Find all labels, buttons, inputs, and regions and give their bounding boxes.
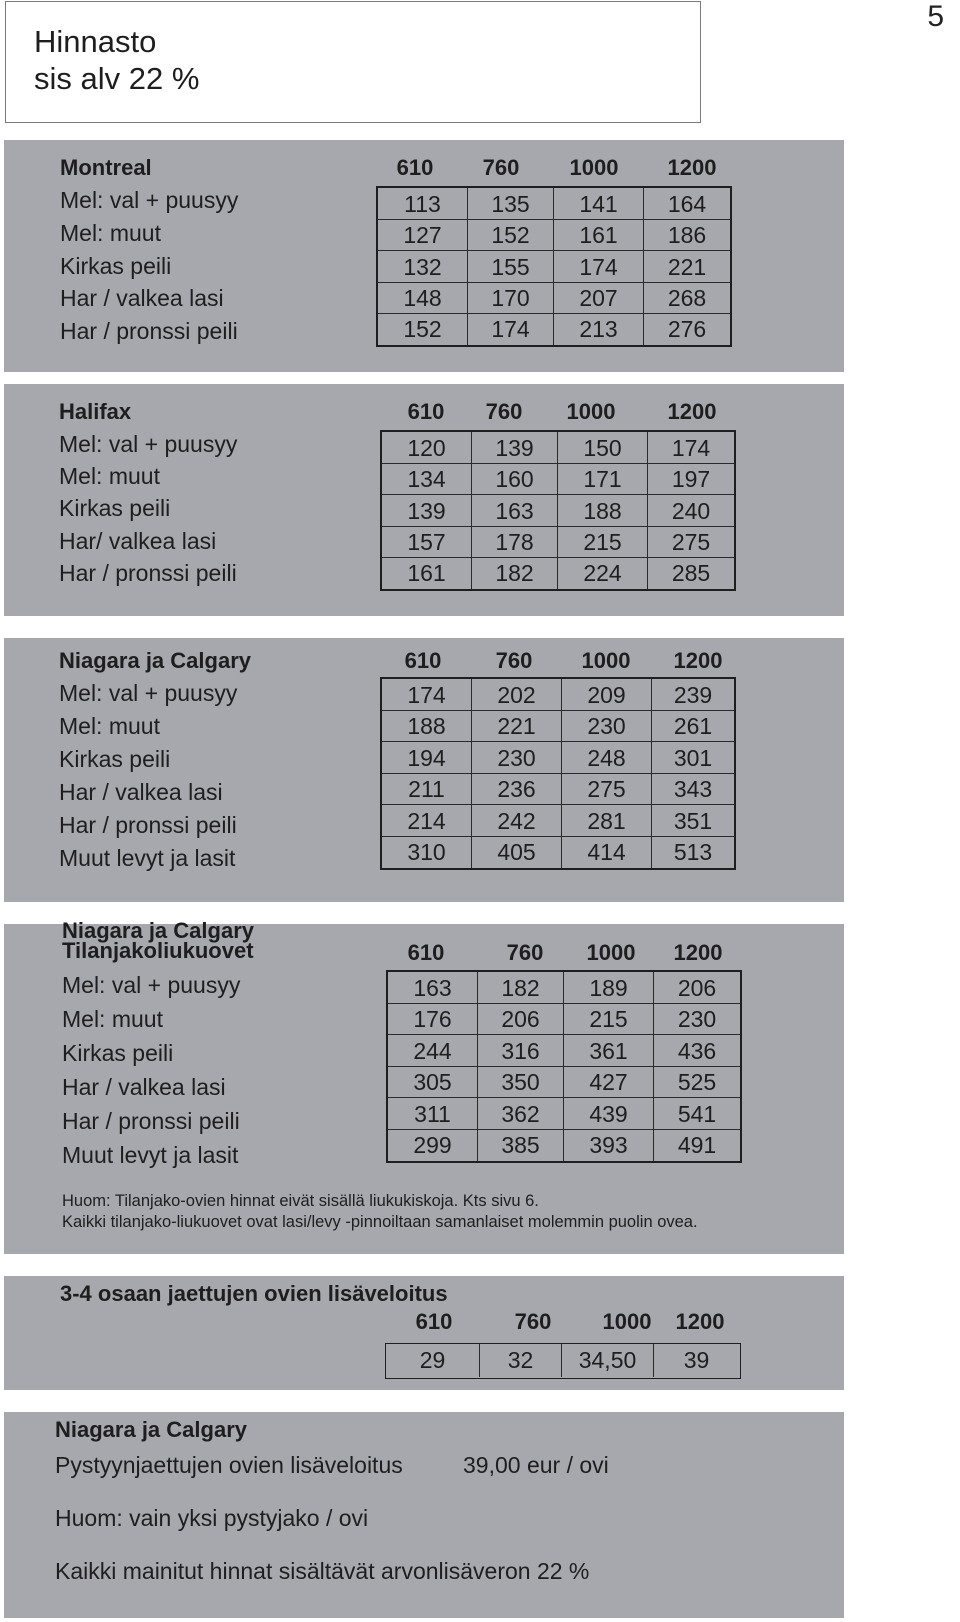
section-niagara-calgary [4,638,844,902]
row-label: Har / pronssi peili [60,318,238,344]
price-cell: 127 [378,220,468,251]
price-cell: 32 [480,1344,562,1377]
col-header-760: 760 [514,1309,552,1334]
row-label: Har / valkea lasi [59,779,223,805]
row-label: Mel: muut [59,713,160,739]
note-line: Huom: vain yksi pystyjako / ovi [55,1505,369,1531]
price-cell: 350 [478,1067,564,1098]
col-header-610: 610 [415,1309,453,1334]
page-number: 5 [927,0,944,33]
price-cell: 139 [382,495,472,527]
price-cell: 139 [472,432,558,464]
price-cell: 436 [654,1035,740,1067]
section-montreal [4,140,844,372]
price-cell: 152 [468,220,554,251]
price-cell: 213 [554,314,644,345]
col-header-1200: 1200 [667,399,717,424]
price-cell: 281 [562,805,652,837]
price-cell: 310 [382,837,472,868]
price-cell: 361 [564,1035,654,1067]
price-cell: 301 [652,742,734,774]
section-title: Niagara ja Calgary [55,1417,247,1442]
price-cell: 120 [382,432,472,464]
price-cell: 157 [382,527,472,558]
row-label: Har / pronssi peili [59,812,237,838]
charge-label: Pystyynjaettujen ovien lisäveloitus [55,1452,403,1478]
row-label: Har / pronssi peili [62,1108,240,1134]
row-label: Har / pronssi peili [59,560,237,586]
price-cell: 163 [388,972,478,1004]
price-cell: 134 [382,464,472,495]
price-cell: 439 [564,1098,654,1130]
row-label: Kirkas peili [60,253,172,279]
row-label: Mel: muut [60,220,161,246]
row-label: Mel: val + puusyy [60,187,239,213]
price-cell: 189 [564,972,654,1004]
price-cell: 197 [648,464,734,495]
col-header-760: 760 [506,940,544,965]
price-cell: 182 [478,972,564,1004]
price-cell: 135 [468,188,554,220]
row-label: Har/ valkea lasi [59,528,217,554]
col-header-760: 760 [482,155,520,180]
price-cell: 275 [562,774,652,805]
col-header-1200: 1200 [675,1309,725,1334]
price-cell: 161 [554,220,644,251]
price-cell: 209 [562,679,652,711]
charge-value: 39,00 eur / ovi [463,1452,609,1478]
price-cell: 113 [378,188,468,220]
title-line-1: Hinnasto [34,24,157,59]
col-header-760: 760 [485,399,523,424]
price-cell: 224 [558,558,648,589]
col-header-610: 610 [407,399,445,424]
price-cell: 248 [562,742,652,774]
price-cell: 525 [654,1067,740,1098]
section-title: 3-4 osaan jaettujen ovien lisäveloitus [60,1281,448,1306]
row-label: Mel: muut [62,1006,163,1032]
row-label: Mel: val + puusyy [59,680,238,706]
price-cell: 268 [644,283,730,314]
price-cell: 316 [478,1035,564,1067]
price-cell: 170 [468,283,554,314]
row-label: Mel: val + puusyy [59,431,238,457]
row-label: Har / valkea lasi [60,285,224,311]
section-title: Halifax [59,399,132,424]
price-cell: 171 [558,464,648,495]
price-cell: 491 [677,1132,717,1158]
price-cell: 206 [654,972,740,1004]
row-label: Kirkas peili [59,746,171,772]
price-cell: 174 [648,432,734,464]
price-cell: 206 [478,1004,564,1035]
price-cell: 405 [472,837,562,868]
price-cell: 343 [652,774,734,805]
price-cell: 385 [478,1130,564,1161]
price-cell: 230 [472,742,562,774]
section-title: Niagara ja Calgary [59,648,251,673]
price-cell: 160 [472,464,558,495]
surcharge-table [385,1343,741,1379]
price-cell: 141 [554,188,644,220]
price-cell: 202 [472,679,562,711]
price-cell: 29 [386,1344,480,1377]
price-cell: 351 [652,805,734,837]
col-header-1200: 1200 [673,648,723,673]
price-cell: 188 [382,711,472,742]
price-cell: 150 [558,432,648,464]
section-title: Niagara ja Calgary [62,918,254,943]
row-label: Mel: val + puusyy [62,972,241,998]
price-cell: 230 [654,1004,740,1035]
col-header-610: 610 [396,155,434,180]
price-cell: 240 [648,495,734,527]
price-cell: 215 [558,527,648,558]
row-label: Har / valkea lasi [62,1074,226,1100]
price-cell: 207 [554,283,644,314]
col-header-1200: 1200 [673,940,723,965]
note-line: Kaikki tilanjako-liukuovet ovat lasi/levy -pinnoiltaan samanlaiset molemmin puolin ovea. [62,1213,698,1231]
section-split-door-surcharge [4,1276,844,1390]
price-table [380,430,736,591]
col-header-610: 610 [404,648,442,673]
price-cell: 239 [652,679,734,711]
col-header-1200: 1200 [667,155,717,180]
price-cell: 215 [564,1004,654,1035]
row-label: Kirkas peili [62,1040,174,1066]
price-cell: 427 [564,1067,654,1098]
price-cell: 176 [388,1004,478,1035]
price-cell: 148 [378,283,468,314]
col-header-1000: 1000 [581,648,631,673]
price-cell: 174 [554,251,644,283]
price-cell: 414 [562,837,652,868]
price-cell: 362 [478,1098,564,1130]
price-cell: 164 [644,188,730,220]
price-cell: 393 [564,1130,654,1161]
price-cell: 541 [654,1098,740,1130]
price-cell: 174 [382,679,472,711]
price-cell: 186 [644,220,730,251]
price-cell: 305 [388,1067,478,1098]
price-cell: 188 [558,495,648,527]
price-cell: 182 [472,558,558,589]
price-cell: 161 [382,558,472,589]
price-cell: 34,50 [562,1344,654,1377]
col-header-1000: 1000 [602,1309,652,1334]
price-cell: 39 [683,1347,710,1373]
price-cell: 174 [468,314,554,345]
col-header-1000: 1000 [569,155,619,180]
price-cell: 244 [388,1035,478,1067]
price-cell: 275 [648,527,734,558]
price-cell: 211 [382,774,472,805]
section-sliding-doors [4,918,844,1254]
price-cell: 152 [378,314,468,345]
price-cell: 132 [378,251,468,283]
price-cell: 214 [382,805,472,837]
section-halifax [4,384,844,616]
price-cell: 236 [472,774,562,805]
col-header-1000: 1000 [586,940,636,965]
price-cell: 194 [382,742,472,774]
row-label: Kirkas peili [59,495,171,521]
price-table [376,186,732,347]
price-cell: 155 [468,251,554,283]
row-label: Muut levyt ja lasit [59,845,236,871]
price-cell: 285 [671,560,711,586]
price-cell: 230 [562,711,652,742]
section-subtitle: Tilanjakoliukuovet [62,938,254,963]
section-vertical-split [4,1412,844,1618]
price-cell: 221 [472,711,562,742]
price-cell: 276 [667,316,707,342]
title-box [5,1,701,123]
title-line-2: sis alv 22 % [34,61,200,96]
price-cell: 242 [472,805,562,837]
price-table [380,677,736,870]
price-table [386,970,742,1163]
col-header-760: 760 [495,648,533,673]
price-cell: 311 [388,1098,478,1130]
note-line: Huom: Tilanjako-ovien hinnat eivät sisällä liukukiskoja. Kts sivu 6. [62,1192,539,1210]
note-line: Kaikki mainitut hinnat sisältävät arvonlisäveron 22 % [55,1558,590,1584]
price-cell: 261 [652,711,734,742]
col-header-1000: 1000 [566,399,616,424]
price-cell: 178 [472,527,558,558]
price-cell: 513 [673,839,713,865]
row-label: Muut levyt ja lasit [62,1142,239,1168]
price-cell: 221 [644,251,730,283]
section-title: Montreal [60,155,152,180]
price-cell: 163 [472,495,558,527]
col-header-610: 610 [407,940,445,965]
price-cell: 299 [388,1130,478,1161]
row-label: Mel: muut [59,463,160,489]
